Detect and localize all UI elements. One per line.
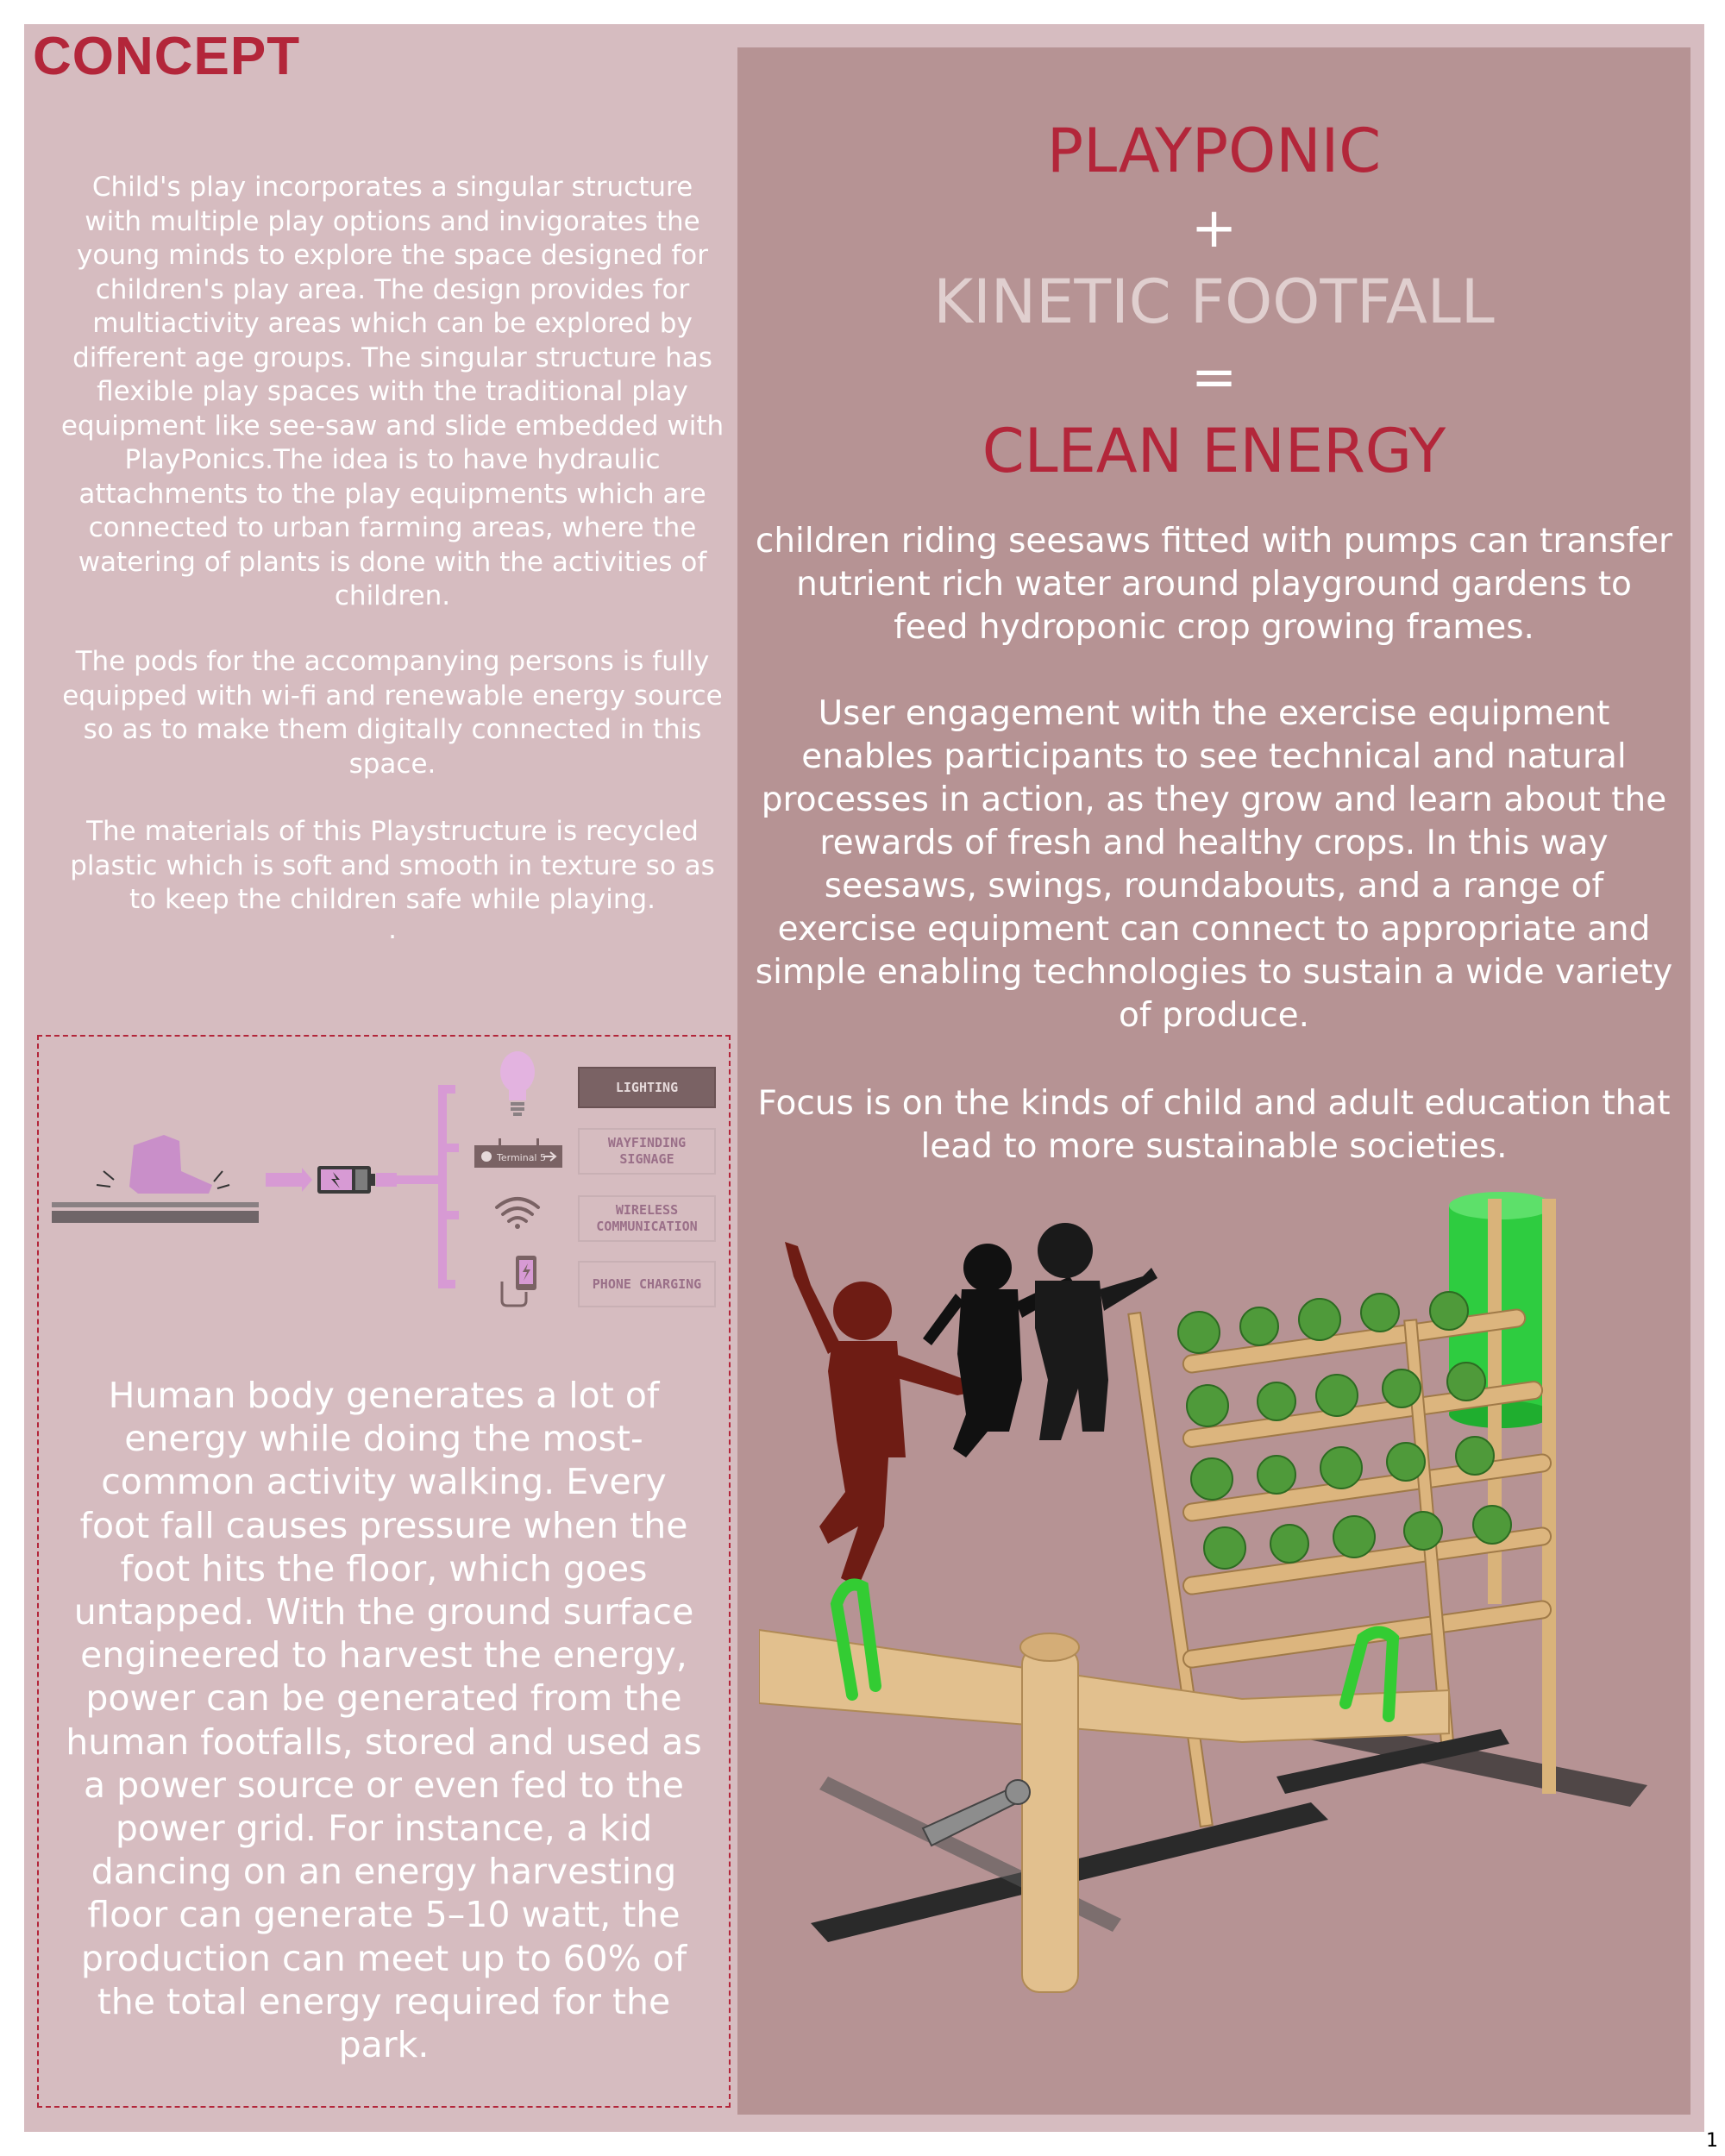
wayfinding-label: WAYFINDING SIGNAGE: [578, 1128, 716, 1175]
equation-clean-energy: CLEAN ENERGY: [982, 416, 1446, 486]
materials-paragraph: The materials of this Playstructure is recycled plastic which is soft and smooth in texture so as to keep the children safe while playing.: [70, 816, 715, 915]
equation-playponic: PLAYPONIC: [1046, 116, 1382, 186]
stray-dot: .: [388, 914, 397, 945]
footstep-icon: [97, 1135, 229, 1194]
lightbulb-icon: [500, 1051, 535, 1116]
wireless-label: WIRELESS COMMUNICATION: [578, 1195, 716, 1242]
wifi-icon: [497, 1199, 538, 1229]
distribution-bracket: [397, 1085, 459, 1288]
svg-text:Terminal 5: Terminal 5: [497, 1152, 546, 1163]
hydraulic-pump: [923, 1780, 1030, 1846]
equation-plus: +: [1190, 197, 1238, 260]
phone-charging-icon: [502, 1256, 536, 1306]
phone-charging-label: PHONE CHARGING: [578, 1261, 716, 1307]
page-title: CONCEPT: [33, 27, 301, 86]
lighting-label: LIGHTING: [578, 1067, 716, 1108]
seesaw-paragraph: children riding seesaws fitted with pumps can transfer nutrient rich water around playground gardens to feed hydroponic crop growing frames.: [755, 522, 1673, 647]
battery-icon: [317, 1166, 375, 1194]
equation-kinetic-footfall: KINETIC FOOTFALL: [933, 266, 1495, 337]
playponic-illustration: [759, 1181, 1699, 2087]
water-tank-icon: [1449, 1192, 1556, 1794]
equation-equals: =: [1190, 346, 1238, 410]
focus-paragraph: Focus is on the kinds of child and adult education that lead to more sustainable societies.: [757, 1084, 1671, 1166]
page-number: 1: [1706, 2130, 1718, 2152]
pods-paragraph: The pods for the accompanying persons is fully equipped with wi-fi and renewable energy source so as to make them digitally connected in this space.: [62, 646, 723, 780]
child-silhouette-red: [785, 1242, 970, 1587]
footfall-paragraph: Human body generates a lot of energy while doing the most-common activity walking. Every foot fall causes pressure when the foot hits the floor, which goes untapped. With the ground surface engineered to harvest the energy, power can be generated from the human footfalls, stored and used as a power source or even fed to the power grid. For instance, a kid dancing on an energy harvesting floor can generate 5–10 watt, the production can meet up to 60% of the total energy required for the park.: [66, 1375, 702, 2066]
floor-plate-icon: [52, 1202, 259, 1223]
intro-paragraph: Child's play incorporates a singular structure with multiple play options and invigorates the young minds to explore the space designed for children's play area. The design provides for multiactivity areas which can be explored by different age groups. The singular structure has flexible play spaces with the traditional play equipment like see-saw and slide embedded with PlayPonics.The idea is to have hydraulic attachments to the play equipments which are connected to urban farming areas, where the watering of plants is done with the activities of children.: [60, 172, 724, 611]
signage-icon: [474, 1138, 562, 1168]
seesaw-pivot: [1020, 1633, 1079, 1992]
engagement-paragraph: User engagement with the exercise equipment enables participants to see technical and natural processes in action, as they grow and learn about the rewards of fresh and healthy crops. In this way seesaws, swings, roundabouts, and a range of exercise equipment can connect to appropriate and simple enabling technologies to sustain a wide variety of produce.: [755, 694, 1673, 1035]
